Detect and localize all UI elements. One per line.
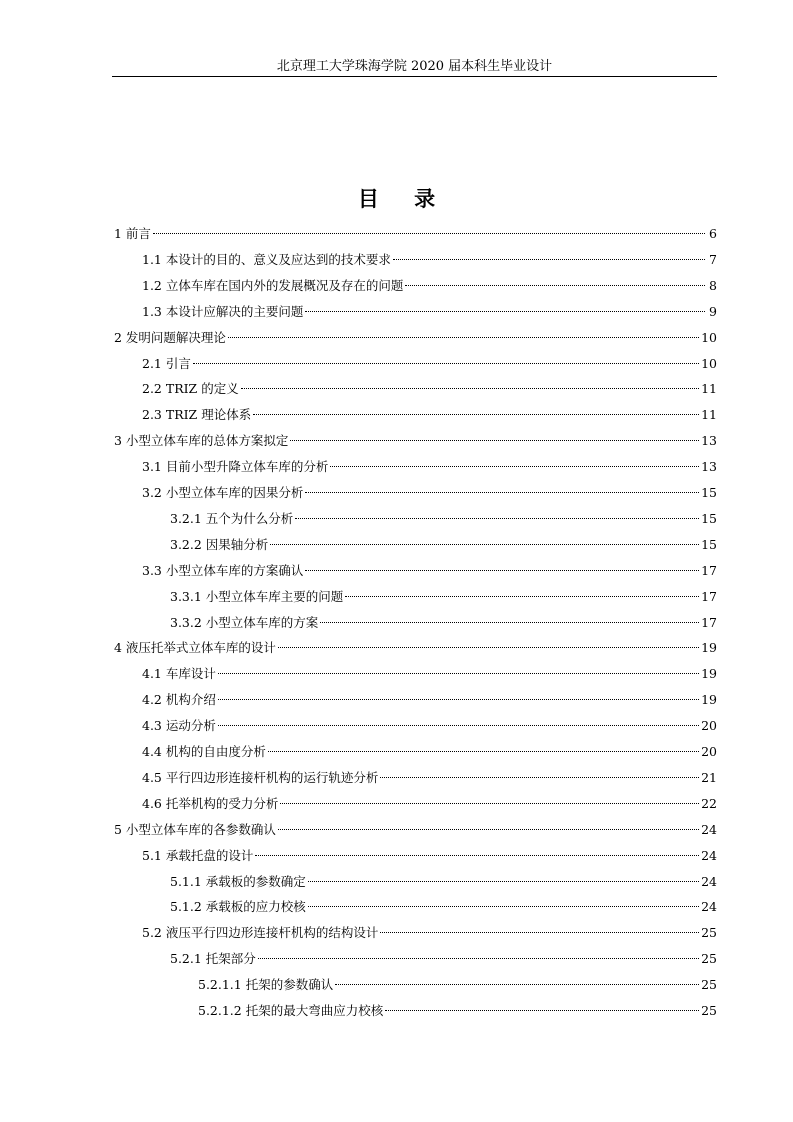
toc-entry-leader	[320, 622, 699, 623]
toc-entry[interactable]	[142, 277, 717, 295]
toc-entry-label: 5.2.1.2 托架的最大弯曲应力校核	[198, 1003, 384, 1018]
toc-entry-label: 3.2.1 五个为什么分析	[170, 510, 294, 526]
toc-entry-leader	[380, 777, 699, 778]
toc-entry-label: 1 前言	[114, 226, 151, 241]
toc-entry-leader	[278, 647, 699, 648]
toc-entry-leader	[385, 1010, 699, 1011]
toc-entry[interactable]	[142, 769, 717, 787]
toc-entry[interactable]	[170, 536, 717, 554]
toc-entry-label: 2.1 引言	[142, 355, 191, 371]
toc-entry-label: 4.5 平行四边形连接杆机构的运行轨迹分析	[142, 769, 379, 785]
toc-entry-page: 19	[701, 640, 717, 656]
toc-entry[interactable]	[142, 355, 717, 373]
toc-entry-leader	[228, 337, 699, 338]
toc-entry-page: 21	[701, 769, 717, 785]
toc-entry-page: 15	[701, 536, 717, 552]
toc-entry[interactable]	[142, 743, 717, 761]
toc-entry[interactable]	[114, 225, 717, 243]
toc-entry[interactable]	[142, 562, 717, 580]
toc-entry-page: 13	[701, 459, 717, 475]
toc-entry-label: 3.2.2 因果轴分析	[170, 536, 269, 552]
toc-entry-page: 20	[701, 744, 717, 759]
toc-entry[interactable]	[170, 950, 717, 968]
toc-entry[interactable]	[198, 1002, 717, 1020]
toc-entry-leader	[330, 466, 699, 467]
toc-entry-leader	[253, 414, 699, 415]
toc-entry[interactable]	[170, 898, 717, 916]
toc-entry-leader	[305, 311, 705, 312]
toc-entry-leader	[295, 518, 699, 519]
toc-entry-page: 10	[701, 355, 717, 371]
toc-entry-leader	[193, 363, 699, 364]
toc-entry-label: 3.3 小型立体车库的方案确认	[142, 562, 304, 578]
toc-entry-label: 1.3 本设计应解决的主要问题	[142, 303, 304, 319]
toc-entry-leader	[278, 829, 699, 830]
toc-entry-page: 25	[701, 1003, 717, 1018]
toc-entry-page: 22	[701, 795, 717, 811]
toc-entry[interactable]	[114, 821, 717, 839]
page-header: 北京理工大学珠海学院 2020 届本科生毕业设计	[276, 59, 553, 74]
toc-entry-page: 9	[709, 303, 717, 319]
toc-entry-label: 3 小型立体车库的总体方案拟定	[114, 433, 289, 449]
toc-entry-label: 5.1 承载托盘的设计	[142, 847, 254, 863]
toc-entry-page: 20	[701, 718, 717, 734]
toc-entry-label: 2.2 TRIZ 的定义	[142, 381, 239, 397]
toc-entry[interactable]	[142, 717, 717, 735]
toc-entry-label: 4.4 机构的自由度分析	[142, 744, 266, 759]
toc-entry-label: 5.2 液压平行四边形连接杆机构的结构设计	[142, 925, 379, 941]
toc-entry[interactable]	[142, 795, 717, 813]
toc-entry-page: 25	[701, 925, 717, 941]
toc-entry-page: 17	[701, 588, 717, 604]
toc-entry[interactable]	[142, 484, 717, 502]
toc-entry-leader	[305, 492, 699, 493]
toc-entry-page: 24	[701, 847, 717, 863]
header-rule	[112, 76, 717, 77]
toc-entry[interactable]	[142, 691, 717, 709]
toc-entry[interactable]	[114, 329, 717, 347]
toc-entry-page: 15	[701, 510, 717, 526]
toc-entry-leader	[345, 596, 699, 597]
toc-entry-leader	[308, 906, 699, 907]
toc-entry[interactable]	[114, 639, 717, 657]
toc-entry-label: 4.2 机构介绍	[142, 692, 216, 708]
toc-entry-label: 5.1.2 承载板的应力校核	[170, 899, 306, 915]
toc-entry-page: 15	[701, 485, 717, 500]
toc-entry-leader	[255, 855, 699, 856]
toc-entry-leader	[218, 725, 699, 726]
toc-entry-label: 3.1 目前小型升降立体车库的分析	[142, 459, 329, 475]
toc-entry-page: 19	[701, 692, 717, 708]
toc-entry-leader	[218, 673, 699, 674]
toc-entry-leader	[290, 440, 699, 441]
toc-entry-page: 11	[701, 407, 717, 423]
toc-entry-leader	[241, 388, 699, 389]
toc-entry[interactable]	[142, 406, 717, 424]
toc-title: 目 录	[357, 186, 450, 211]
toc-entry-leader	[305, 570, 699, 571]
toc-entry-page: 24	[701, 821, 717, 837]
toc-entry-page: 25	[701, 951, 717, 967]
toc-entry-page: 7	[709, 251, 717, 267]
toc-entry-page: 19	[701, 666, 717, 682]
toc-entry-leader	[308, 881, 699, 882]
toc-entry-leader	[405, 285, 705, 286]
toc-entry-leader	[280, 803, 699, 804]
toc-entry[interactable]	[142, 665, 717, 683]
toc-entry[interactable]	[170, 873, 717, 891]
toc-entry-page: 10	[701, 329, 717, 345]
toc-entry-leader	[270, 544, 699, 545]
toc-entry[interactable]	[142, 847, 717, 865]
toc-entry-page: 17	[701, 614, 717, 630]
toc-entry-label: 4.1 车库设计	[142, 666, 216, 682]
toc-entry-label: 3.3.2 小型立体车库的方案	[170, 614, 319, 630]
toc-entry[interactable]	[142, 380, 717, 398]
toc-entry[interactable]	[142, 924, 717, 942]
toc-entry-page: 11	[701, 381, 717, 397]
toc-entry-label: 3.3.1 小型立体车库主要的问题	[170, 588, 344, 604]
toc-entry[interactable]	[142, 251, 717, 269]
toc-entry-label: 5.1.1 承载板的参数确定	[170, 873, 306, 889]
toc-entry-label: 4.3 运动分析	[142, 718, 216, 734]
toc-entry-leader	[393, 259, 705, 260]
toc-entry-label: 1.1 本设计的目的、意义及应达到的技术要求	[142, 251, 391, 267]
toc-entry-leader	[258, 958, 699, 959]
toc-entry-leader	[153, 233, 705, 234]
toc-entry[interactable]	[170, 588, 717, 606]
toc-entry-label: 3.2 小型立体车库的因果分析	[142, 485, 304, 500]
toc-entry-label: 5.2.1.1 托架的参数确认	[198, 977, 334, 993]
toc-entry-leader	[380, 932, 699, 933]
toc-entry[interactable]	[198, 976, 717, 994]
toc-entry-label: 5.2.1 托架部分	[170, 951, 256, 967]
toc-entry[interactable]	[142, 458, 717, 476]
toc-entry-page: 13	[701, 433, 717, 449]
toc-entry[interactable]	[170, 614, 717, 632]
toc-entry-leader	[268, 751, 699, 752]
toc-entry[interactable]	[114, 432, 717, 450]
toc-entry-label: 2 发明问题解决理论	[114, 329, 226, 345]
toc-entry-leader	[218, 699, 699, 700]
toc-entry-label: 2.3 TRIZ 理论体系	[142, 407, 252, 423]
toc-entry-label: 5 小型立体车库的各参数确认	[114, 821, 276, 837]
toc-entry-label: 1.2 立体车库在国内外的发展概况及存在的问题	[142, 277, 404, 293]
toc-entry-page: 24	[701, 899, 717, 915]
toc-entry[interactable]	[142, 303, 717, 321]
toc-entry[interactable]	[170, 510, 717, 528]
toc-entry-page: 24	[701, 873, 717, 889]
toc-entry-label: 4.6 托举机构的受力分析	[142, 795, 279, 811]
toc-entry-page: 8	[709, 277, 717, 293]
toc-entry-page: 6	[709, 226, 717, 241]
toc-entry-page: 25	[701, 977, 717, 993]
toc-entry-leader	[335, 984, 699, 985]
toc-entry-page: 17	[701, 562, 717, 578]
toc-entry-label: 4 液压托举式立体车库的设计	[114, 640, 276, 656]
